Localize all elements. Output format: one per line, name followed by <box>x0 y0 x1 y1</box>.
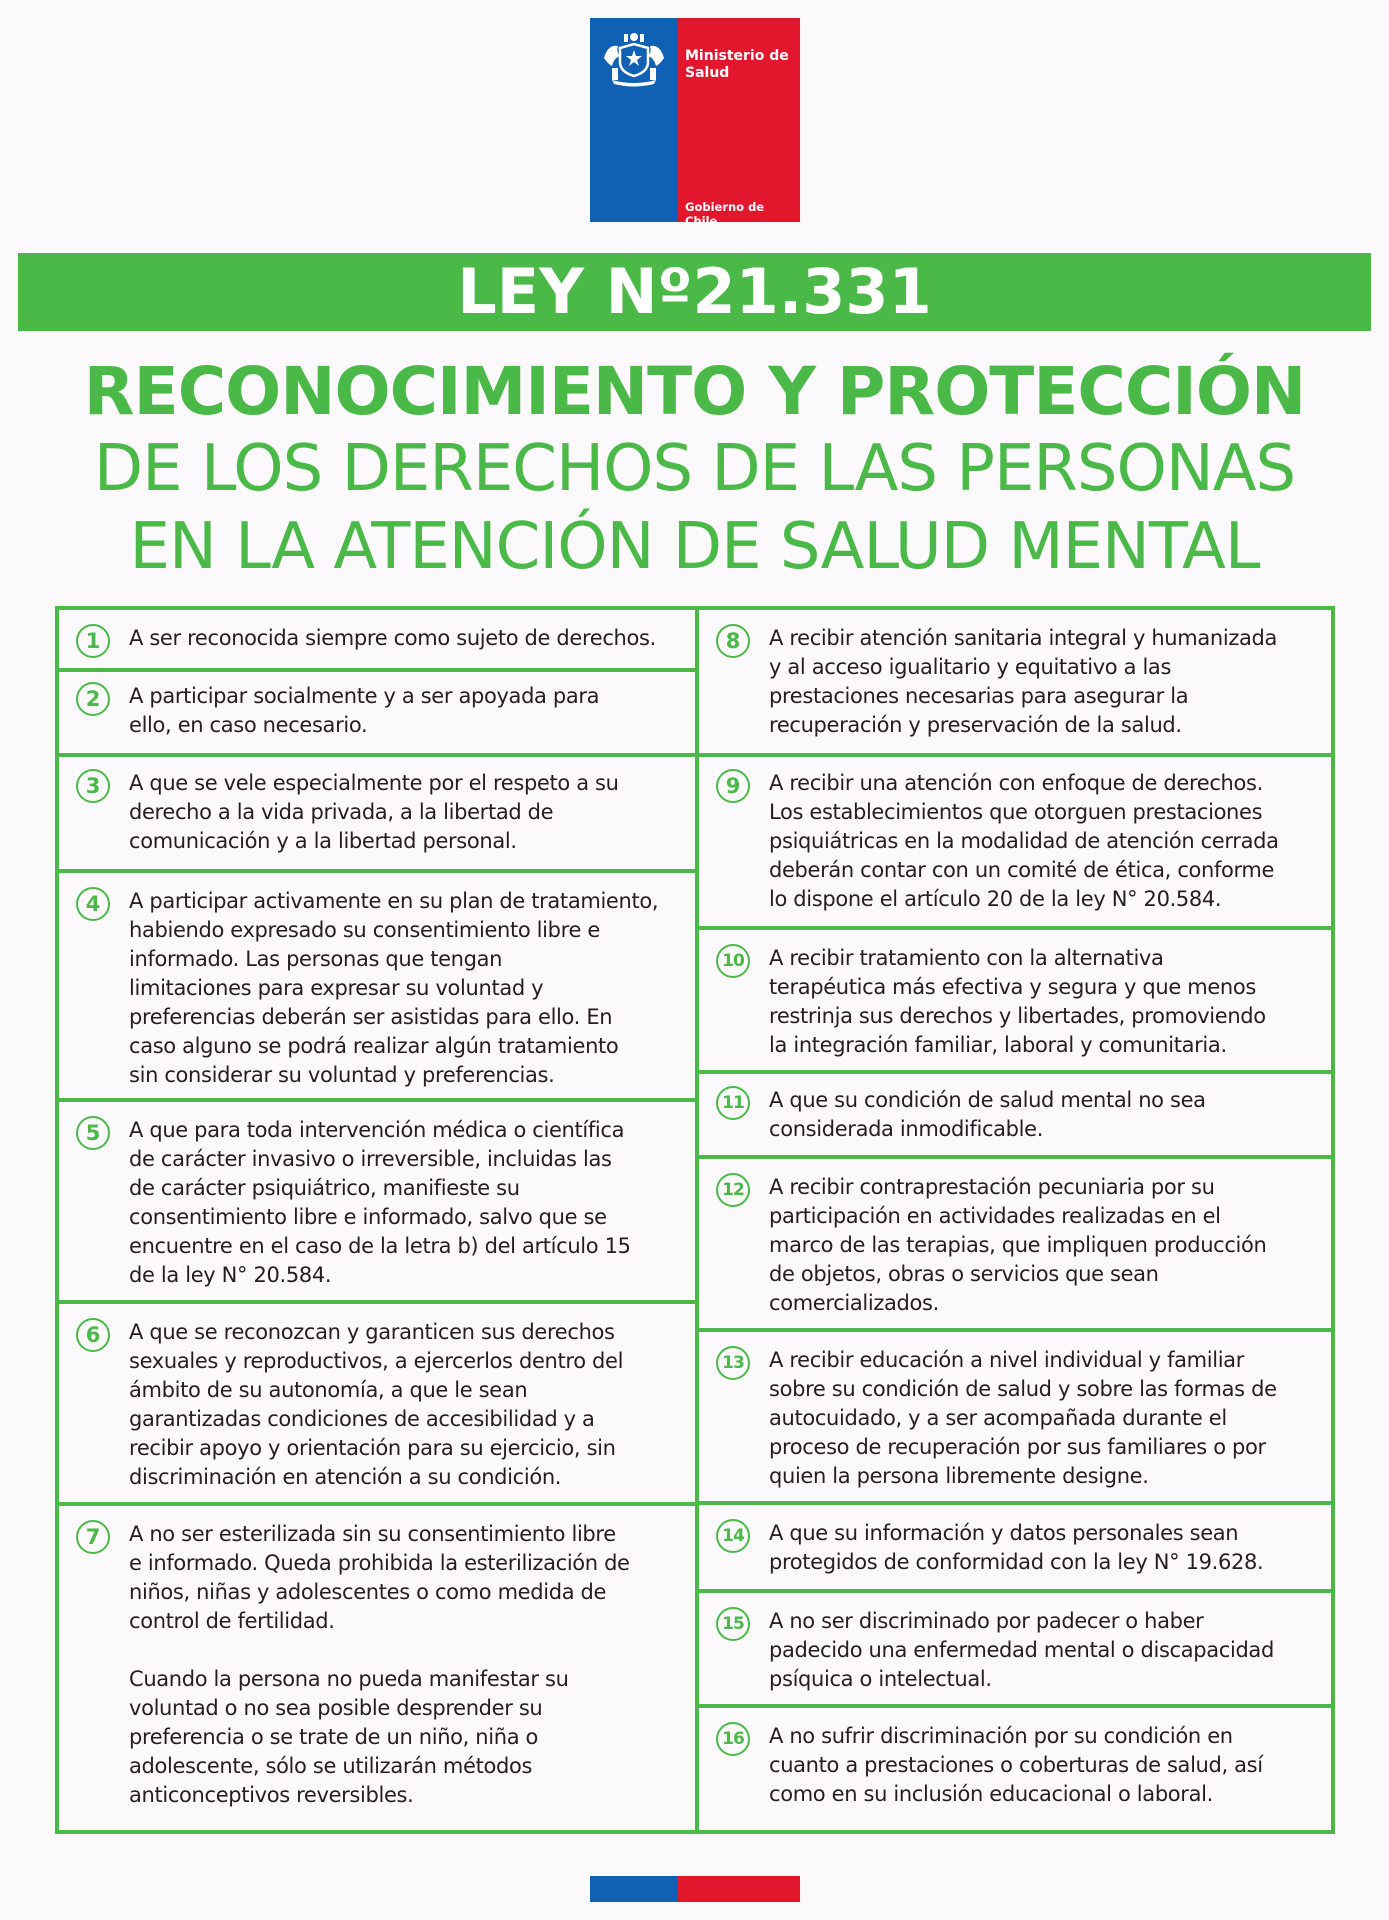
right-text: A que su información y datos personales sean protegidos de conformidad con la ley N° 19.628. <box>769 1521 1264 1574</box>
right-number-badge: 10 <box>716 944 750 978</box>
bottom-flag-blue <box>590 1876 677 1902</box>
right-text: A ser reconocida siempre como sujeto de derechos. <box>129 626 656 650</box>
right-text: A que se reconozcan y garanticen sus derechos sexuales y reproductivos, a ejercerlos dentro del ámbito de su autonomía, a que le sean garantizadas condiciones de accesibilidad y a recibir apoyo y orientación para su ejercicio, sin discriminación en atención a su condición. <box>129 1320 624 1489</box>
law-banner <box>18 253 1371 331</box>
right-item <box>699 1593 1335 1708</box>
bottom-flag-bar <box>590 1876 800 1902</box>
ministry-name: Ministerio de Salud <box>685 48 789 81</box>
right-text: A recibir educación a nivel individual y familiar sobre su condición de salud y sobre las formas de autocuidado, y a ser acompañada durante el proceso de recuperación por sus familiares o por quien la persona libremente designe. <box>769 1348 1277 1488</box>
right-item <box>59 873 699 1102</box>
right-number-badge: 15 <box>716 1607 750 1641</box>
right-text: A no ser esterilizada sin su consentimiento libre e informado. Queda prohibida la esterilización de niños, niñas y adolescentes o como medida de control de fertilidad. Cuando la persona no pueda manifestar su voluntad o no sea posible desprender su preferencia o se trate de un niño, niña o adolescente, sólo se utilizarán métodos anticonceptivos reversibles. <box>129 1522 630 1807</box>
right-item <box>699 610 1335 757</box>
right-number-badge: 14 <box>716 1519 750 1553</box>
right-item <box>699 930 1335 1074</box>
law-title: LEY Nº21.331 <box>457 255 932 328</box>
right-text: A que para toda intervención médica o científica de carácter invasivo o irreversible, incluidas las de carácter psiquiátrico, manifieste su consentimiento libre e informado, salvo que se encuentre en el caso de la letra b) del artículo 15 de la ley N° 20.584. <box>129 1118 631 1287</box>
right-item <box>59 672 699 757</box>
right-text: A recibir una atención con enfoque de derechos. Los establecimientos que otorguen prestaciones psiquiátricas en la modalidad de atención cerrada deberán contar con un comité de ética, conforme lo dispone el artículo 20 de la ley N° 20.584. <box>769 771 1279 911</box>
right-text: A recibir tratamiento con la alternativa terapéutica más efectiva y segura y que menos restrinja sus derechos y libertades, promoviendo la integración familiar, laboral y comunitaria. <box>769 946 1266 1057</box>
right-number-badge: 6 <box>76 1318 110 1352</box>
right-text: A recibir atención sanitaria integral y humanizada y al acceso igualitario y equitativo a las prestaciones necesarias para asegurar la recuperación y preservación de la salud. <box>769 626 1278 737</box>
logo-blue-panel <box>590 18 677 222</box>
right-item <box>699 1074 1335 1159</box>
right-number-badge: 5 <box>76 1116 110 1150</box>
right-item <box>699 1332 1335 1505</box>
right-item <box>699 1159 1335 1332</box>
right-text: A no sufrir discriminación por su condición en cuanto a prestaciones o coberturas de salud, así como en su inclusión educacional o laboral. <box>769 1724 1263 1806</box>
headline-line-2: DE LOS DERECHOS DE LAS PERSONAS <box>93 432 1296 506</box>
right-item <box>59 757 699 873</box>
right-item <box>699 757 1335 930</box>
right-number-badge: 11 <box>716 1086 750 1120</box>
right-text: A no ser discriminado por padecer o haber padecido una enfermedad mental o discapacidad psíquica o intelectual. <box>769 1609 1274 1691</box>
right-text: A que se vele especialmente por el respeto a su derecho a la vida privada, a la libertad de comunicación y a la libertad personal. <box>129 771 619 853</box>
right-item <box>59 1506 699 1830</box>
headline-line-3: EN LA ATENCIÓN DE SALUD MENTAL <box>129 510 1260 584</box>
right-number-badge: 3 <box>76 769 110 803</box>
right-number-badge: 1 <box>76 624 110 658</box>
right-item <box>699 1708 1335 1830</box>
right-number-badge: 4 <box>76 887 110 921</box>
right-number-badge: 9 <box>716 769 750 803</box>
rights-column-left <box>59 610 699 1830</box>
right-number-badge: 8 <box>716 624 750 658</box>
right-number-badge: 13 <box>716 1346 750 1380</box>
rights-grid <box>55 606 1335 1834</box>
right-item <box>59 1102 699 1304</box>
right-number-badge: 16 <box>716 1722 750 1756</box>
right-text: A recibir contraprestación pecuniaria por su participación en actividades realizadas en el marco de las terapias, que impliquen producción de objetos, obras o servicios que sean comercializados. <box>769 1175 1267 1315</box>
rights-column-right <box>695 610 1335 1830</box>
ministry-logo <box>590 18 800 228</box>
right-text: A participar socialmente y a ser apoyada para ello, en caso necesario. <box>129 684 600 737</box>
right-number-badge: 7 <box>76 1520 110 1554</box>
right-item <box>59 1304 699 1506</box>
right-item <box>59 610 699 672</box>
chile-coat-of-arms-icon <box>598 28 670 90</box>
right-number-badge: 12 <box>716 1173 750 1207</box>
government-name: Gobierno de Chile <box>685 200 765 228</box>
right-item <box>699 1505 1335 1593</box>
right-text: A participar activamente en su plan de tratamiento, habiendo expresado su consentimiento libre e informado. Las personas que tengan limitaciones para expresar su voluntad y preferencias deberán ser asistidas para ello. En caso alguno se podrá realizar algún tratamiento sin considerar su voluntad y preferencias. <box>129 889 659 1087</box>
right-text: A que su condición de salud mental no sea considerada inmodificable. <box>769 1088 1206 1141</box>
bottom-flag-red <box>677 1876 800 1902</box>
right-number-badge: 2 <box>76 682 110 716</box>
headline-line-1: RECONOCIMIENTO Y PROTECCIÓN <box>83 353 1306 430</box>
